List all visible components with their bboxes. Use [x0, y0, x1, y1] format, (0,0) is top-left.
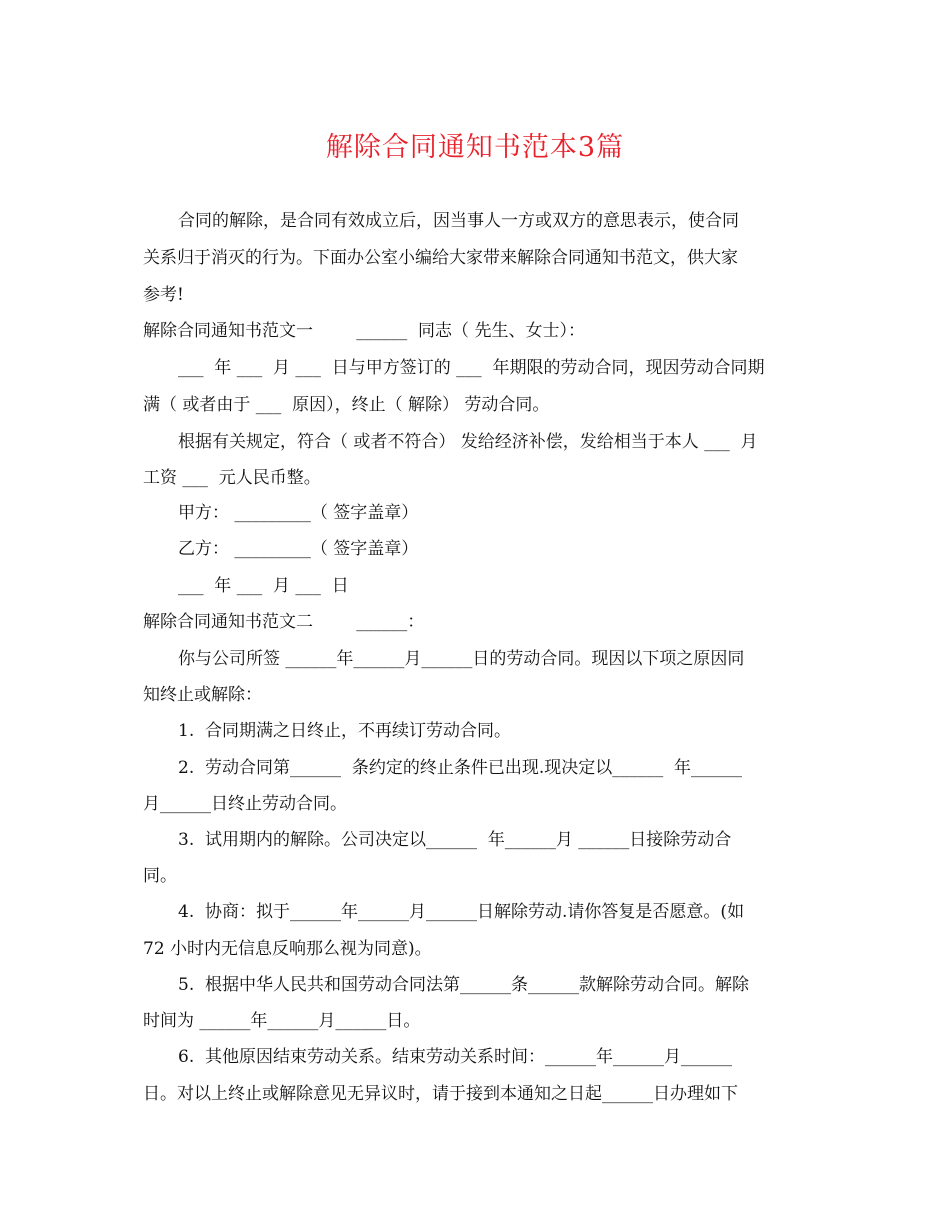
text-line: 你与公司所签 ______年______月______日的劳动合同。现因以下项之原因同 [178, 649, 745, 669]
text-line: 工资 ___ 元人民币整。 [143, 468, 321, 488]
text-line: 时间为 ______年______月______日。 [143, 1011, 421, 1031]
text-line: 同。 [143, 866, 177, 886]
list-item: 3. 试用期内的解除。公司决定以______ 年______月 ______日接除劳动合 [178, 830, 732, 850]
section-heading: 解除合同通知书范文二 ______： [143, 612, 425, 632]
text-line: 参考! [143, 285, 184, 305]
document-title: 解除合同通知书范本3篇 [325, 132, 625, 163]
signature-line-party-b: 乙方： _________（ 签字盖章） [178, 539, 419, 559]
text-line: 日。对以上终止或解除意见无异议时，请于接到本通知之日起______日办理如下 [143, 1084, 738, 1104]
date-line: ___ 年 ___ 月 ___ 日 [178, 576, 349, 596]
signature-line-party-a: 甲方： _________（ 签字盖章） [178, 503, 419, 523]
list-item: 2. 劳动合同第______ 条约定的终止条件已出现.现决定以______ 年______ [178, 758, 743, 778]
list-item: 5. 根据中华人民共和国劳动合同法第______条______款解除劳动合同。解除 [178, 975, 750, 995]
list-item: 6. 其他原因结束劳动关系。结束劳动关系时间：______年______月______ [178, 1047, 733, 1067]
text-line: ___ 年 ___ 月 ___ 日与甲方签订的 ___ 年期限的劳动合同，现因劳动合同期 [178, 358, 765, 378]
text-line: 关系归于消灭的行为。下面办公室小编给大家带来解除合同通知书范文，供大家 [143, 248, 738, 268]
text-line: 知终止或解除： [143, 685, 262, 705]
section-heading: 解除合同通知书范文一 ______ 同志（ 先生、女士）： [143, 321, 585, 341]
list-item: 1. 合同期满之日终止，不再续订劳动合同。 [178, 721, 512, 741]
list-item: 4. 协商：拟于______年______月______日解除劳动.请你答复是否愿意。(如 [178, 902, 745, 922]
text-line: 月______日终止劳动合同。 [143, 794, 347, 814]
text-line: 根据有关规定，符合（ 或者不符合） 发给经济补偿，发给相当于本人 ___ 月 [178, 432, 758, 452]
text-line: 满（ 或者由于 ___ 原因），终止（ 解除） 劳动合同。 [143, 395, 550, 415]
text-line: 72 小时内无信息反响那么视为同意)。 [143, 939, 432, 959]
text-line: 合同的解除，是合同有效成立后，因当事人一方或双方的意思表示，使合同 [178, 211, 739, 231]
